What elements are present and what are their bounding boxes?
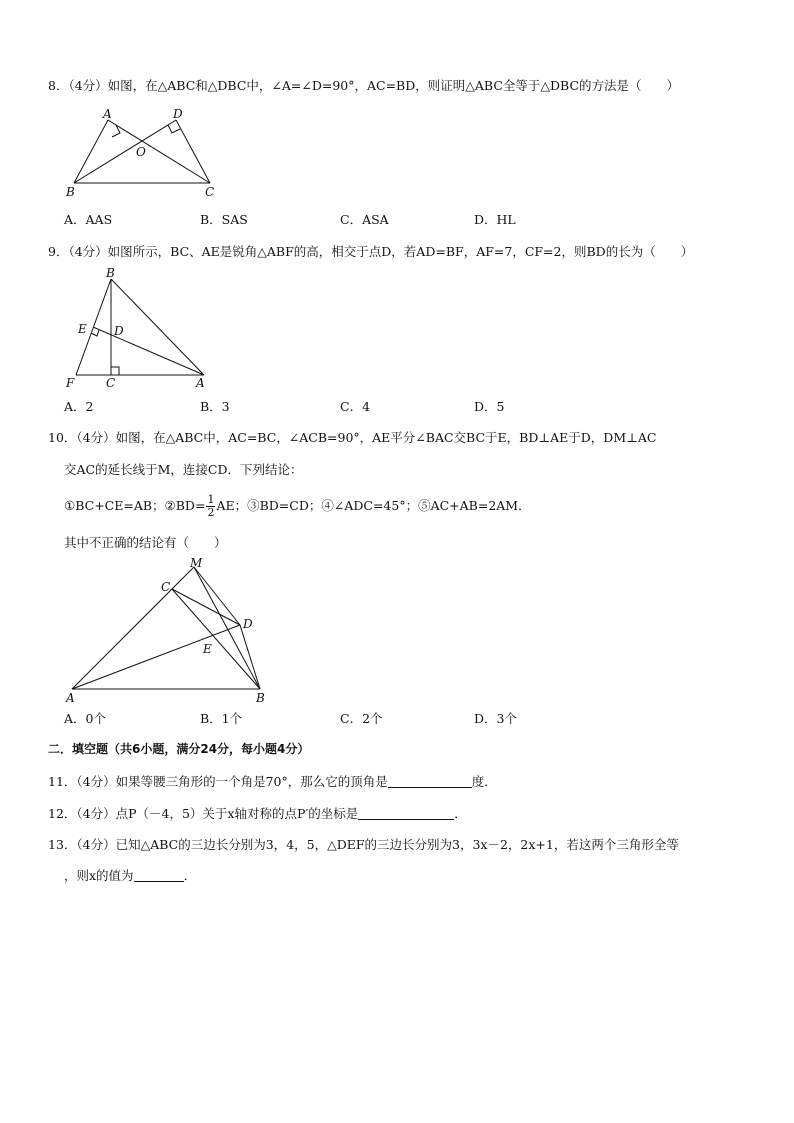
q10-conclusions-part2: AE；③BD=CD；④∠ADC=45°；⑤AC+AB=2AM． <box>216 498 531 513</box>
q9-option-b[interactable]: B．3 <box>200 399 230 414</box>
q11 <box>48 773 497 791</box>
q11-text-end: 度． <box>471 774 497 789</box>
q8-label-a: A <box>103 107 112 121</box>
q8-figure <box>60 100 230 200</box>
q10-label-d: D <box>243 617 253 631</box>
q9-label-d: D <box>114 324 124 338</box>
q8-label-c: C <box>205 185 215 199</box>
q10-frac-denominator: 2 <box>207 506 215 519</box>
q10-question: 其中不正确的结论有（ ） <box>64 535 227 550</box>
q10-label-b: B <box>256 691 265 705</box>
q9-options <box>64 397 624 415</box>
q8-label-o: O <box>136 145 146 159</box>
q9-label-f: F <box>66 376 75 390</box>
q12 <box>48 805 467 823</box>
q10-stem-line1: 10．（4分）如图，在△ABC中，AC=BC，∠ACB=90°，AE平分∠BAC交BC于E，BD⊥AE于D，DM⊥AC <box>48 430 657 445</box>
q10-options <box>64 709 624 727</box>
q11-answer-blank[interactable] <box>388 774 472 788</box>
section-fill-in-heading: 二．填空题（共6小题，满分24分，每小题4分） <box>48 742 310 756</box>
q9-label-b: B <box>106 266 115 280</box>
q10-figure <box>60 555 280 710</box>
q8-label-d: D <box>173 107 183 121</box>
q8-option-a[interactable]: A．AAS <box>64 212 113 227</box>
q10-frac-numerator: 1 <box>207 493 215 506</box>
q10-option-b[interactable]: B．1个 <box>200 711 243 726</box>
q12-answer-blank[interactable] <box>358 806 454 820</box>
q9-stem: 9．（4分）如图所示，BC、AE是锐角△ABF的高，相交于点D，若AD=BF，AF=7，CF=2，则BD的长为（ ） <box>48 244 694 259</box>
q10-label-c: C <box>161 580 171 594</box>
q9-label-e: E <box>78 322 87 336</box>
q8-option-b[interactable]: B．SAS <box>200 212 248 227</box>
q10-option-a[interactable]: A．0个 <box>64 711 106 726</box>
q13-answer-blank[interactable] <box>134 868 184 882</box>
q11-text: 11．（4分）如果等腰三角形的一个角是70°，那么它的顶角是 <box>48 774 388 789</box>
q10-fraction-half <box>206 494 215 519</box>
q10-stem-line2: 交AC的延长线于M，连接CD．下列结论： <box>64 462 303 477</box>
q8-options <box>64 210 624 228</box>
q10-option-d[interactable]: D．3个 <box>474 711 517 726</box>
q10-label-m: M <box>190 556 203 570</box>
q9-figure <box>60 265 220 390</box>
q13-text-end: ． <box>183 868 197 883</box>
q9-option-d[interactable]: D．5 <box>474 399 505 414</box>
q10-conclusions <box>64 494 531 519</box>
q8-label-b: B <box>66 185 75 199</box>
q9-option-c[interactable]: C．4 <box>340 399 371 414</box>
q9-label-c: C <box>106 376 116 390</box>
q10-label-e: E <box>203 642 212 656</box>
q10-conclusions-part1: ①BC+CE=AB；②BD= <box>64 498 206 513</box>
q9-label-a: A <box>196 376 205 390</box>
q13-line2 <box>64 867 196 885</box>
q12-text-end: ． <box>454 806 467 821</box>
q8-option-d[interactable]: D．HL <box>474 212 516 227</box>
q13-line1: 13．（4分）已知△ABC的三边长分别为3，4，5，△DEF的三边长分别为3，3x－2，2x+1，若这两个三角形全等 <box>48 837 679 852</box>
q9-option-a[interactable]: A．2 <box>64 399 94 414</box>
q8-option-c[interactable]: C．ASA <box>340 212 389 227</box>
q10-label-a: A <box>66 691 75 705</box>
q10-option-c[interactable]: C．2个 <box>340 711 383 726</box>
q12-text: 12．（4分）点P（－4，5）关于x轴对称的点P′的坐标是 <box>48 806 359 821</box>
q8-stem: 8．（4分）如图，在△ABC和△DBC中，∠A=∠D=90°，AC=BD，则证明△ABC全等于△DBC的方法是（ ） <box>48 78 680 93</box>
q13-text: ，则x的值为 <box>64 868 134 883</box>
